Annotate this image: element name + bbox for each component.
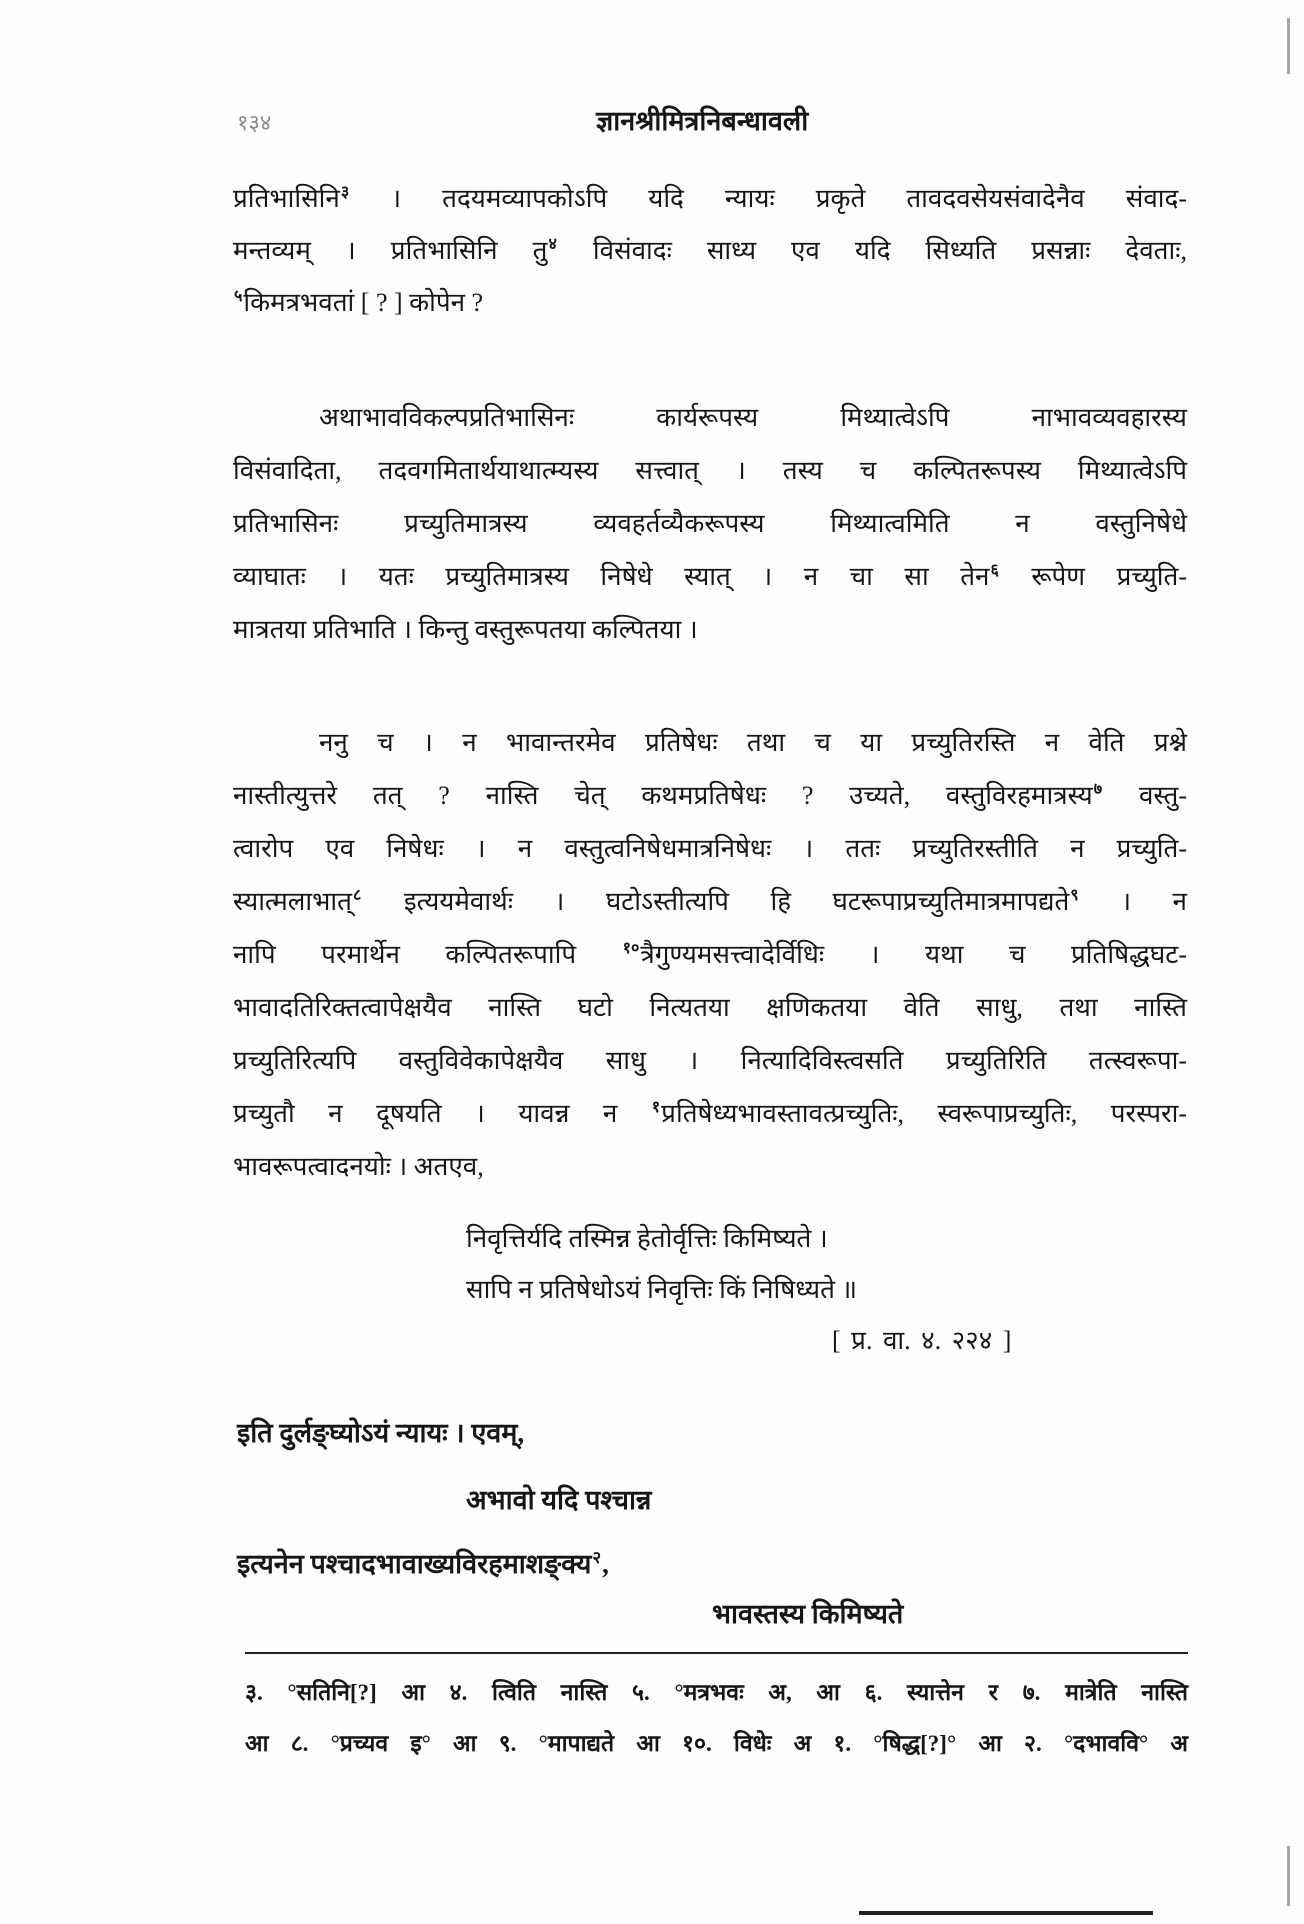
footnote-ref: १ — [651, 1099, 661, 1117]
paragraph — [233, 391, 1187, 656]
text-line — [233, 1034, 1187, 1087]
text-line — [233, 928, 1187, 981]
text-run: मन्तव्यम् । प्रतिभासिनि तु — [233, 236, 548, 265]
footnote-ref: ९ — [1070, 887, 1079, 905]
text-run: नापि परमार्थेन कल्पितरूपापि — [233, 940, 622, 969]
verse-line: निवृत्तिर्यदि तस्मिन्न हेतोर्वृत्तिः किमिष्यते । — [466, 1224, 828, 1253]
page-number: १३४ — [237, 110, 272, 135]
conclusion-line: इति दुर्लङ्घ्योऽयं न्यायः । एवम्, — [237, 1418, 525, 1448]
text-run: प्रच्युतिरित्यपि वस्तुविवेकापेक्षयैव साधु । नित्यादिविस्त्वसति प्रच्युतिरिति तत्स्वरूपा- — [233, 1046, 1187, 1075]
text-run: ननु च । न भावान्तरमेव प्रतिषेधः तथा च या प्रच्युतिरस्ति न वेति प्रश्ने — [319, 728, 1187, 757]
text-line — [233, 716, 1187, 769]
text-run: । तदयमव्यापकोऽपि यदि न्यायः प्रकृते तावदवसेयसंवादेनैव संवाद- — [350, 184, 1187, 213]
footnote-line: आ ८. °प्रच्यव इ° आ ९. °मापाद्यते आ १०. विधेः अ १. °षिद्ध[?]° आ २. °दभाववि° अ — [245, 1731, 1188, 1756]
footnote-rule — [245, 1652, 1188, 1654]
text-run: प्रच्युतौ न दूषयति । यावन्न न — [233, 1099, 651, 1128]
footnote-ref: ५ — [234, 288, 243, 306]
text-run: विसंवादिता, तदवगमितार्थयाथात्म्यस्य सत्त्वात् । तस्य च कल्पितरूपस्य मिथ्यात्वेऽपि — [233, 456, 1187, 485]
text-run: किमत्रभवतां [ ? ] कोपेन ? — [243, 288, 484, 317]
text-run: , — [602, 1549, 609, 1579]
footnote-line: ३. °सतिनि[?] आ ४. त्विति नास्ति ५. °मत्रभवः अ, आ ६. स्यात्तेन र ७. मात्रेति नास्ति — [245, 1680, 1188, 1705]
text-run: प्रतिभासिनि — [233, 184, 340, 213]
footnote-ref: ८ — [352, 887, 362, 905]
paragraph — [233, 173, 1187, 329]
text-line — [233, 277, 1187, 329]
text-run: त्वारोप एव निषेधः । न वस्तुत्वनिषेधमात्रनिषेधः । ततः प्रच्युतिरस्तीति न प्रच्युति- — [233, 834, 1187, 863]
text-line — [233, 550, 1187, 603]
text-line — [233, 822, 1187, 875]
verse-citation: [ प्र. वा. ४. २२४ ] — [832, 1326, 1012, 1355]
text-run: इत्ययमेवार्थः । घटोऽस्तीत्यपि हि घटरूपाप्रच्युतिमात्रमापद्यते — [362, 887, 1070, 916]
text-line — [237, 1538, 1137, 1590]
text-line — [233, 603, 1187, 656]
verse-block — [466, 1213, 857, 1315]
footnote-ref: ४ — [548, 236, 557, 254]
footnote-ref: ३ — [340, 184, 350, 202]
text-run: । न — [1079, 887, 1187, 916]
lead-in-line — [237, 1538, 1137, 1590]
text-line — [233, 769, 1187, 822]
text-run: मात्रतया प्रतिभाति । किन्तु वस्तुरूपतया कल्पितया । — [233, 615, 698, 644]
text-line — [233, 875, 1187, 928]
text-run: विसंवादः साध्य एव यदि सिध्यति प्रसन्नाः देवताः, — [557, 236, 1187, 265]
text-line — [233, 391, 1187, 444]
quoted-verse-part: अभावो यदि पश्चान्न — [466, 1485, 652, 1515]
scan-edge-mark — [859, 1911, 1153, 1915]
quoted-verse-part: भावस्तस्य किमिष्यते — [712, 1599, 904, 1629]
text-run: प्रतिषेध्यभावस्तावत्प्रच्युतिः, स्वरूपाप्रच्युतिः, परस्परा- — [661, 1099, 1187, 1128]
footnote-ref: ६ — [990, 562, 999, 580]
running-title: ज्ञानश्रीमित्रनिबन्धावली — [596, 106, 809, 136]
text-line — [233, 1140, 1187, 1193]
text-run: अथाभावविकल्पप्रतिभासिनः कार्यरूपस्य मिथ्यात्वेऽपि नाभावव्यवहारस्य — [319, 403, 1187, 432]
text-run: रूपेण प्रच्युति- — [999, 562, 1187, 591]
text-run: भावादतिरिक्तत्वापेक्षयैव नास्ति घटो नित्यतया क्षणिकतया वेति साधु, तथा नास्ति — [233, 993, 1187, 1022]
text-run: भावरूपत्वादनयोः । अतएव, — [233, 1152, 484, 1181]
text-line — [233, 225, 1187, 277]
paragraph — [233, 716, 1187, 1193]
text-run: व्याघातः । यतः प्रच्युतिमात्रस्य निषेधे स्यात् । न चा सा तेन — [233, 562, 990, 591]
verse-line: सापि न प्रतिषेधोऽयं निवृत्तिः किं निषिध्यते ॥ — [466, 1275, 858, 1304]
text-run: स्यात्मलाभात् — [233, 887, 352, 916]
footnote-ref: १० — [622, 940, 640, 958]
footnotes — [245, 1667, 1188, 1769]
text-line — [233, 444, 1187, 497]
text-run: प्रतिभासिनः प्रच्युतिमात्रस्य व्यवहर्तव्यैकरूपस्य मिथ्यात्वमिति न वस्तुनिषेधे — [233, 509, 1187, 538]
text-line — [233, 1087, 1187, 1140]
scan-margin-speck — [1287, 1846, 1290, 1906]
text-run: नास्तीत्युत्तरे तत् ? नास्ति चेत् कथमप्रतिषेधः ? उच्यते, वस्तुविरहमात्रस्य — [233, 781, 1093, 810]
text-line — [233, 173, 1187, 225]
text-line — [233, 981, 1187, 1034]
text-run: वस्तु- — [1103, 781, 1187, 810]
text-run: इत्यनेन पश्चादभावाख्यविरहमाशङ्क्य — [237, 1549, 592, 1579]
footnote-ref: ७ — [1093, 781, 1103, 799]
text-line — [233, 497, 1187, 550]
scan-margin-speck — [1287, 18, 1290, 74]
text-run: त्रैगुण्यमसत्त्वादेर्विधिः । यथा च प्रतिषिद्धघट- — [640, 940, 1188, 969]
footnote-ref: २ — [592, 1548, 602, 1567]
